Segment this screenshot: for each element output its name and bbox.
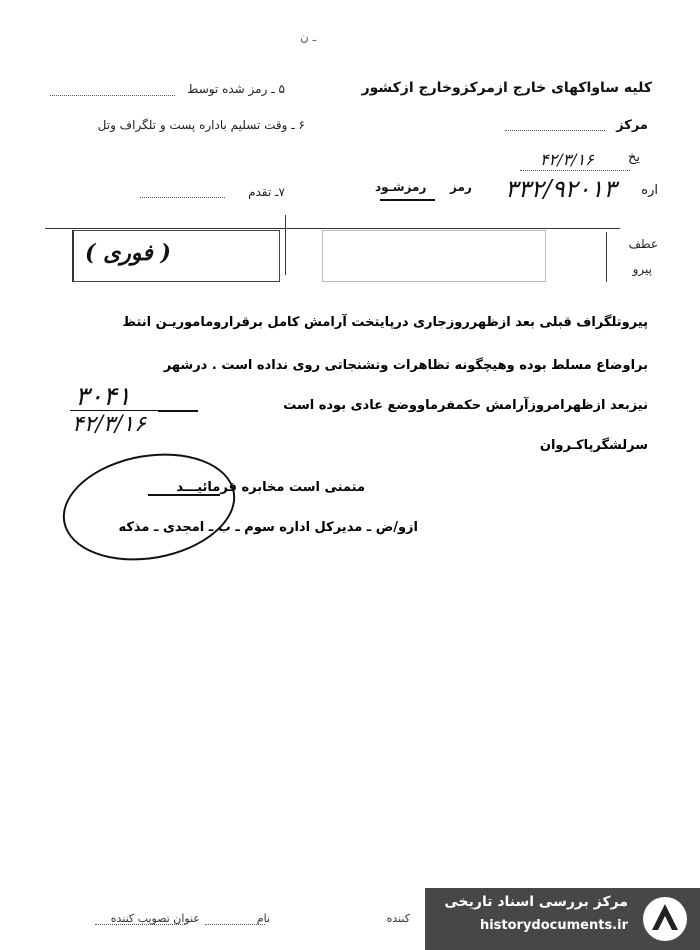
watermark-title: مرکز بررسی اسناد تاریخی — [444, 894, 628, 910]
watermark-logo-icon — [640, 894, 690, 944]
date-value: ۴۲/۳/۱۶ — [540, 150, 594, 169]
field-7-dots — [140, 197, 225, 198]
body-line-4: سرلشگرپاکـروان — [539, 438, 648, 453]
header-separator — [45, 228, 620, 229]
number-label: اره — [641, 183, 658, 198]
signature-circle — [54, 441, 243, 574]
body-line-3-dash — [158, 410, 198, 412]
stamp-mark — [285, 215, 286, 275]
stamp-box-text: ( فوری ) — [85, 240, 171, 266]
field-7: ۷ـ تقدم — [248, 185, 285, 199]
center-label: مرکز — [616, 118, 648, 133]
center-dots — [505, 130, 605, 131]
footer-approver-dots — [95, 924, 185, 925]
footer-preparer: کننده — [386, 912, 410, 925]
watermark-url: historydocuments.ir — [479, 918, 628, 933]
handwritten-date: ۴۲/۳/۱۶ — [72, 412, 146, 437]
footer-name: نام — [256, 912, 270, 925]
footer-name-dots — [205, 924, 265, 925]
field-6: ۶ ـ وقت تسلیم باداره پست و تلگراف وتل — [97, 118, 305, 132]
handwritten-rule — [70, 410, 158, 411]
reference-divider — [606, 232, 607, 282]
signature-line: ازو/ض ـ مدیرکل اداره سوم ـ ب ـ امجدی ـ مذکه — [118, 520, 418, 535]
classification: رمزشـود — [375, 180, 427, 194]
classification-underline — [380, 199, 435, 201]
date-dots — [520, 170, 630, 171]
number-value: ۳۳۲/۹۲۰۱۳ — [505, 175, 617, 203]
body-line-3: نیزبعد ازظهرامروزآرامش حکمفرماووضع عادی بوده است — [283, 398, 648, 413]
classification-label: رمز — [450, 180, 472, 194]
watermark-box — [425, 888, 700, 950]
body-line-2: براوضاع مسلط بوده وهیچگونه تظاهرات وتشنجاتی روی نداده است . درشهر — [163, 358, 648, 373]
stamp-box-right — [322, 230, 546, 282]
footer-approver: عنوان تصویب کننده — [110, 912, 200, 925]
atf-label: عطف — [628, 237, 658, 251]
field-5-dots — [50, 95, 175, 96]
field-5: ۵ ـ رمز شده توسط — [187, 82, 285, 96]
peyro-label: پیرو — [632, 262, 652, 276]
addressee: کلیه ساواکهای خارج ازمرکزوخارج ازکشور — [361, 80, 652, 96]
closing-request: متمنی است مخابره فرمائیـــد — [176, 480, 365, 495]
top-mark: ـ ن — [300, 30, 317, 44]
date-label: یخ — [627, 150, 640, 165]
body-line-1: پیروتلگراف قبلی بعد ازظهرروزجاری درپایتخت آرامش کامل برقراروماموریـن انتظ — [122, 315, 648, 330]
handwritten-number: ۳۰۴۱ — [75, 382, 131, 412]
